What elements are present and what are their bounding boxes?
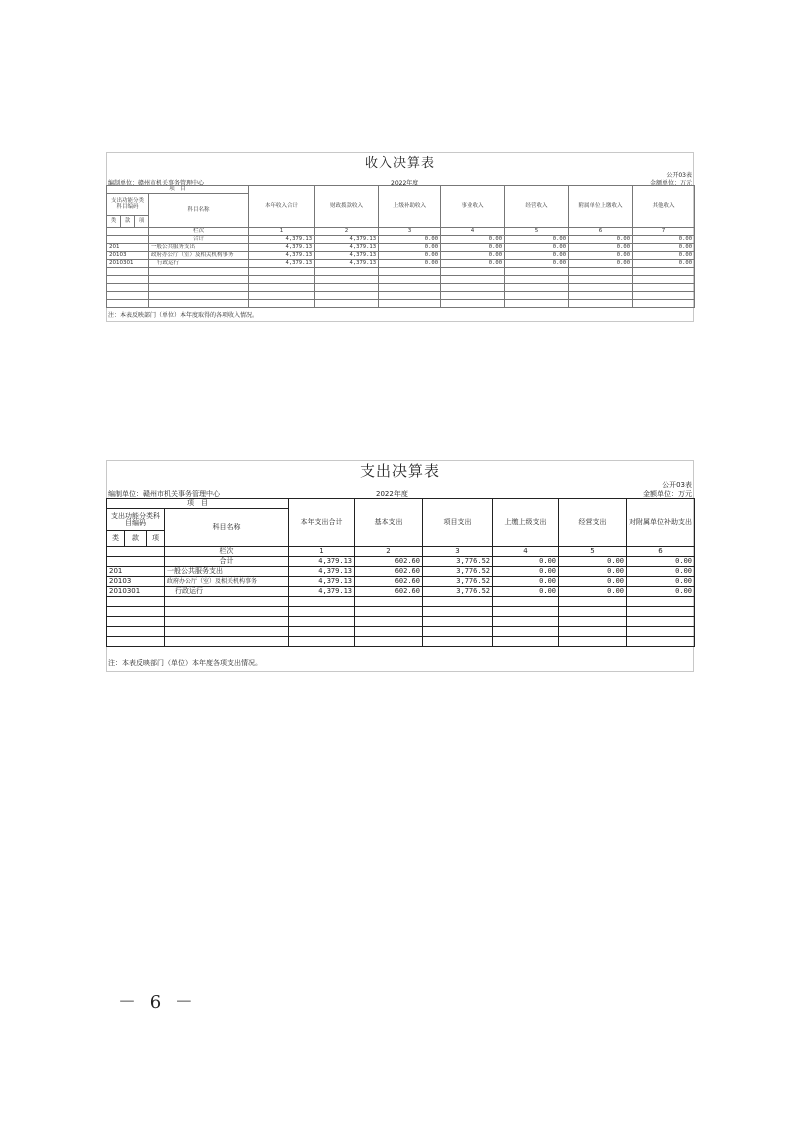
header-lei: 类 [107,216,121,228]
cell-value: 0.00 [559,567,627,577]
header-kuan: 款 [125,531,147,547]
header-lanci: 栏次 [149,228,249,236]
row-code: 201 [107,567,165,577]
row-name: 一般公共服务支出 [149,244,249,252]
cell-value: 0.00 [633,260,695,268]
cell-value: 0.00 [505,260,569,268]
empty-row [107,284,695,292]
cell-value: 0.00 [559,577,627,587]
cell-value: 0.00 [441,236,505,244]
cell-value: 0.00 [627,567,695,577]
money-unit: 金额单位：万元 [643,490,692,498]
col-header: 本年收入合计 [249,186,315,228]
cell-value: 0.00 [559,557,627,567]
cell-value: 0.00 [441,260,505,268]
table-row [107,260,695,268]
table-row [107,587,695,597]
empty-row [107,607,695,617]
cell-value: 4,379.13 [249,260,315,268]
col-header: 财政拨款收入 [315,186,379,228]
compiling-unit: 编制单位：赣州市机关事务管理中心 [108,180,205,187]
row-name: 行政运行 [165,587,289,597]
cell-value: 0.00 [569,252,633,260]
header-project: 项 目 [107,186,249,194]
cell-value: 0.00 [633,236,695,244]
fiscal-year: 2022年度 [376,490,408,498]
empty-row [107,637,695,647]
table-row [107,577,695,587]
cell-value: 602.60 [355,567,423,577]
cell-value: 4,379.13 [249,236,315,244]
cell-value: 0.00 [633,244,695,252]
cell-value: 0.00 [569,244,633,252]
header-lanci: 栏次 [165,547,289,557]
col-header: 经营收入 [505,186,569,228]
cell-value: 4,379.13 [315,244,379,252]
cell-value: 4,379.13 [315,236,379,244]
form-number: 公开03表 [662,481,692,489]
cell-value: 0.00 [569,260,633,268]
cell-value: 0.00 [379,260,441,268]
empty-row [107,276,695,284]
cell-value: 0.00 [505,236,569,244]
cell-value: 0.00 [633,252,695,260]
header-func-code: 支出功能分类科目编码 [107,509,165,531]
expense-note: 注：本表反映部门（单位）本年度各项支出情况。 [108,659,262,667]
cell-value: 3,776.52 [423,567,493,577]
col-number: 4 [441,228,505,236]
expense-title: 支出决算表 [359,462,440,480]
cell-value: 0.00 [569,236,633,244]
cell-value: 3,776.52 [423,557,493,567]
cell-value: 0.00 [379,236,441,244]
row-name: 行政运行 [149,260,249,268]
cell-value: 0.00 [505,252,569,260]
row-code: 2010301 [107,587,165,597]
col-header: 上级补助收入 [379,186,441,228]
row-name: 政府办公厅（室）及相关机构事务 [149,252,249,260]
table-row [107,236,695,244]
cell-value: 0.00 [627,577,695,587]
cell-value: 0.00 [379,252,441,260]
cell-value: 4,379.13 [315,252,379,260]
col-number: 5 [505,228,569,236]
row-name: 政府办公厅（室）及相关机构事务 [165,577,289,587]
row-code [107,236,149,244]
empty-row [107,268,695,276]
header-xiang: 项 [135,216,149,228]
col-number: 3 [379,228,441,236]
empty-row [107,292,695,300]
empty-row [107,627,695,637]
cell-value: 0.00 [379,244,441,252]
row-code [107,557,165,567]
cell-value: 0.00 [559,587,627,597]
row-code: 201 [107,244,149,252]
empty-row [107,597,695,607]
form-number: 公开03表 [666,172,692,179]
header-func-code: 支出功能分类科目编码 [107,194,149,216]
col-number: 6 [627,547,695,557]
income-note: 注：本表反映部门（单位）本年度取得的各项收入情况。 [108,312,259,319]
fiscal-year: 2022年度 [391,180,419,187]
row-name: 合计 [165,557,289,567]
cell-value: 0.00 [627,587,695,597]
col-number: 1 [289,547,355,557]
row-name: 合计 [149,236,249,244]
col-header: 其他收入 [633,186,695,228]
col-number: 6 [569,228,633,236]
cell-value: 0.00 [493,557,559,567]
cell-value: 4,379.13 [289,577,355,587]
header-subject-name: 科目名称 [149,194,249,228]
cell-value: 0.00 [493,587,559,597]
header-kuan: 款 [121,216,135,228]
cell-value: 602.60 [355,577,423,587]
col-number: 2 [315,228,379,236]
table-row [107,244,695,252]
col-number: 2 [355,547,423,557]
row-code: 2010301 [107,260,149,268]
col-header: 附属单位上缴收入 [569,186,633,228]
cell-value: 602.60 [355,587,423,597]
row-code: 20103 [107,577,165,587]
col-header: 上缴上级支出 [493,499,559,547]
table-row [107,557,695,567]
col-header: 经营支出 [559,499,627,547]
cell-value: 0.00 [441,244,505,252]
cell-value: 0.00 [493,577,559,587]
compiling-unit: 编制单位：赣州市机关事务管理中心 [108,490,220,498]
empty-row [107,300,695,308]
cell-value: 3,776.52 [423,587,493,597]
cell-value: 0.00 [441,252,505,260]
header-lei: 类 [107,531,125,547]
money-unit: 金额单位：万元 [649,180,692,187]
col-header: 基本支出 [355,499,423,547]
expense-grid [106,498,695,647]
table-row [107,567,695,577]
cell-value: 4,379.13 [289,567,355,577]
table-row [107,252,695,260]
cell-value: 4,379.13 [289,587,355,597]
cell-value: 0.00 [493,567,559,577]
cell-value: 4,379.13 [249,252,315,260]
cell-value: 0.00 [505,244,569,252]
col-number: 5 [559,547,627,557]
row-code: 20103 [107,252,149,260]
col-header: 对附属单位补助支出 [627,499,695,547]
income-title: 收入决算表 [364,156,435,171]
cell-value: 0.00 [627,557,695,567]
col-number: 3 [423,547,493,557]
col-header: 事业收入 [441,186,505,228]
empty-row [107,617,695,627]
col-header: 本年支出合计 [289,499,355,547]
cell-value: 4,379.13 [315,260,379,268]
cell-value: 602.60 [355,557,423,567]
row-name: 一般公共服务支出 [165,567,289,577]
cell-value: 4,379.13 [249,244,315,252]
header-xiang: 项 [147,531,165,547]
cell-value: 4,379.13 [289,557,355,567]
col-number: 4 [493,547,559,557]
header-subject-name: 科目名称 [165,509,289,547]
col-number: 1 [249,228,315,236]
income-grid [106,185,695,308]
col-number: 7 [633,228,695,236]
cell-value: 3,776.52 [423,577,493,587]
header-project: 项 目 [107,499,289,509]
page-number: － 6 － [118,992,197,1013]
col-header: 项目支出 [423,499,493,547]
